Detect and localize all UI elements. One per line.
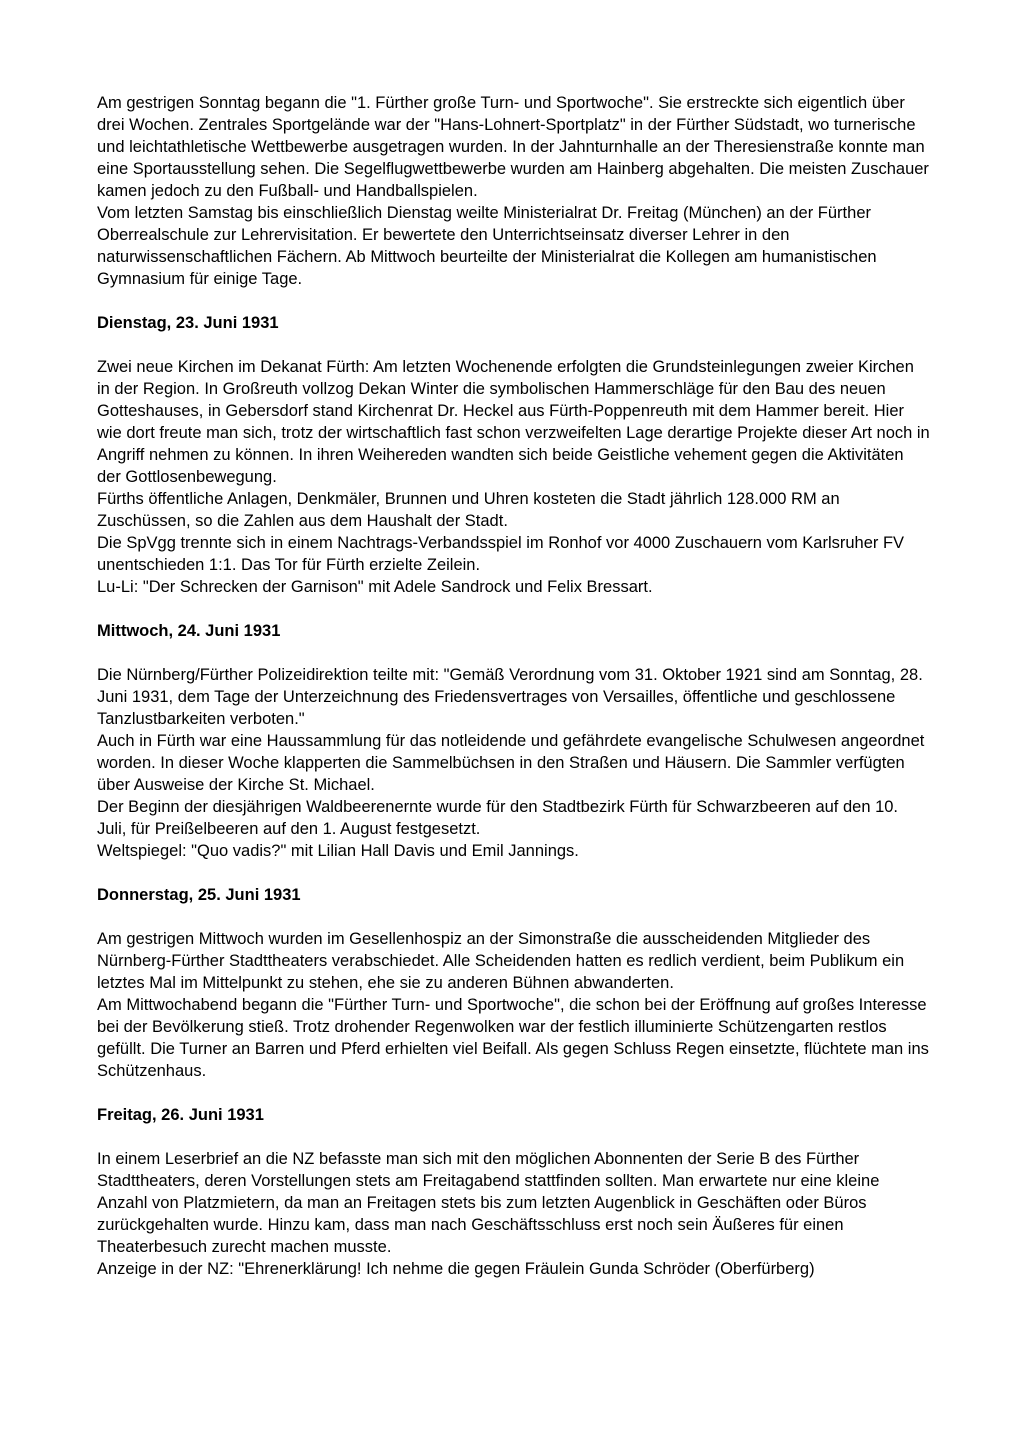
- paragraph-leserbrief-serie-b: In einem Leserbrief an die NZ befasste man sich mit den möglichen Abonnenten der Serie B des Fürther Stadttheaters, deren Vorstellungen stets am Freitagabend stattfinden sollten. Man erwartete nur eine kleine Anzahl von Platzmietern, da man an Freitagen stets bis zum letzten Augenblick in Geschäften oder Büros zurückgehalten wurde. Hinzu kam, dass man nach Geschäftsschluss erst noch sein Äußeres für einen Theaterbesuch zurecht machen musste.: [97, 1150, 880, 1256]
- paragraph-kino-lu-li: Lu-Li: "Der Schrecken der Garnison" mit Adele Sandrock und Felix Bressart.: [97, 578, 653, 596]
- section-heading-mittwoch-24-juni-1931: Mittwoch, 24. Juni 1931: [97, 622, 281, 640]
- paragraph-haussammlung: Auch in Fürth war eine Haussammlung für das notleidende und gefährdete evangelische Schulwesen angeordnet worden. In dieser Woche klapperten die Sammelbüchsen in den Straßen und Häusern. Die Sammler verfügten über Ausweise der Kirche St. Michael.: [97, 732, 925, 794]
- paragraph-sportwoche-eroeffnung: Am Mittwochabend begann die "Fürther Turn- und Sportwoche", die schon bei der Eröffnung auf großes Interesse bei der Bevölkerung stieß. Trotz drohender Regenwolken war der festlich illuminierte Schützengarten restlos gefüllt. Die Turner an Barren und Pferd erhielten viel Beifall. Als gegen Schluss Regen einsetzte, flüchtete man ins Schützenhaus.: [97, 996, 929, 1080]
- section-heading-donnerstag-25-juni-1931: Donnerstag, 25. Juni 1931: [97, 886, 301, 904]
- intro-paragraph-sportwoche: Am gestrigen Sonntag begann die "1. Fürther große Turn- und Sportwoche". Sie erstreckte sich eigentlich über drei Wochen. Zentrales Sportgelände war der "Hans-Lohnert-Sportplatz" in der Fürther Südstadt, wo turnerische und leichtathletische Wettbewerbe ausgetragen wurden. In der Jahnturnhalle an der Theresienstraße konnte man eine Sportausstellung sehen. Die Segelflugwettbewerbe wurden am Hainberg abgehalten. Die meisten Zuschauer kamen jedoch zu den Fußball- und Handballspielen.: [97, 94, 929, 200]
- paragraph-anlagen-zuschuesse: Fürths öffentliche Anlagen, Denkmäler, Brunnen und Uhren kosteten die Stadt jährlich 128.000 RM an Zuschüssen, so die Zahlen aus dem Haushalt der Stadt.: [97, 490, 840, 530]
- paragraph-anzeige-ehrenerklaerung: Anzeige in der NZ: "Ehrenerklärung! Ich nehme die gegen Fräulein Gunda Schröder (Oberfürberg): [97, 1260, 815, 1278]
- paragraph-spvgg-verbandsspiel: Die SpVgg trennte sich in einem Nachtrags-Verbandsspiel im Ronhof vor 4000 Zuschauern vom Karlsruher FV unentschieden 1:1. Das Tor für Fürth erzielte Zeilein.: [97, 534, 905, 574]
- paragraph-polizeidirektion-tanzverbot: Die Nürnberg/Fürther Polizeidirektion teilte mit: "Gemäß Verordnung vom 31. Oktober 1921 sind am Sonntag, 28. Juni 1931, dem Tage der Unterzeichnung des Friedensvertrages von Versailles, öffentliche und geschlossene Tanzlustbarkeiten verboten.": [97, 666, 923, 728]
- intro-paragraph-lehrervisitation: Vom letzten Samstag bis einschließlich Dienstag weilte Ministerialrat Dr. Freitag (München) an der Fürther Oberrealschule zur Lehrervisitation. Er bewertete den Unterrichtseinsatz diverser Lehrer in den naturwissenschaftlichen Fächern. Ab Mittwoch beurteilte der Ministerialrat die Kollegen am humanistischen Gymnasium für einige Tage.: [97, 204, 877, 288]
- paragraph-stadttheater-verabschiedung: Am gestrigen Mittwoch wurden im Gesellenhospiz an der Simonstraße die ausscheidenden Mitglieder des Nürnberg-Fürther Stadttheaters verabschiedet. Alle Scheidenden hatten es redlich verdient, beim Publikum ein letztes Mal im Mittelpunkt zu stehen, ehe sie zu anderen Bühnen abwanderten.: [97, 930, 905, 992]
- paragraph-kirchen-dekanat: Zwei neue Kirchen im Dekanat Fürth: Am letzten Wochenende erfolgten die Grundsteinlegungen zweier Kirchen in der Region. In Großreuth vollzog Dekan Winter die symbolischen Hammerschläge für den Bau des neuen Gotteshauses, in Gebersdorf stand Kirchenrat Dr. Heckel aus Fürth-Poppenreuth mit dem Hammer bereit. Hier wie dort freute man sich, trotz der wirtschaftlich fast schon verzweifelten Lage derartige Projekte dieser Art noch in Angriff nehmen zu können. In ihren Weihereden wandten sich beide Geistliche vehement gegen die Aktivitäten der Gottlosenbewegung.: [97, 358, 930, 486]
- document-content: [97, 92, 931, 1280]
- paragraph-kino-weltspiegel: Weltspiegel: "Quo vadis?" mit Lilian Hall Davis und Emil Jannings.: [97, 842, 579, 860]
- section-heading-dienstag-23-juni-1931: Dienstag, 23. Juni 1931: [97, 314, 279, 332]
- paragraph-waldbeerenernte: Der Beginn der diesjährigen Waldbeerenernte wurde für den Stadtbezirk Fürth für Schwarzbeeren auf den 10. Juli, für Preißelbeeren auf den 1. August festgesetzt.: [97, 798, 899, 838]
- section-heading-freitag-26-juni-1931: Freitag, 26. Juni 1931: [97, 1106, 264, 1124]
